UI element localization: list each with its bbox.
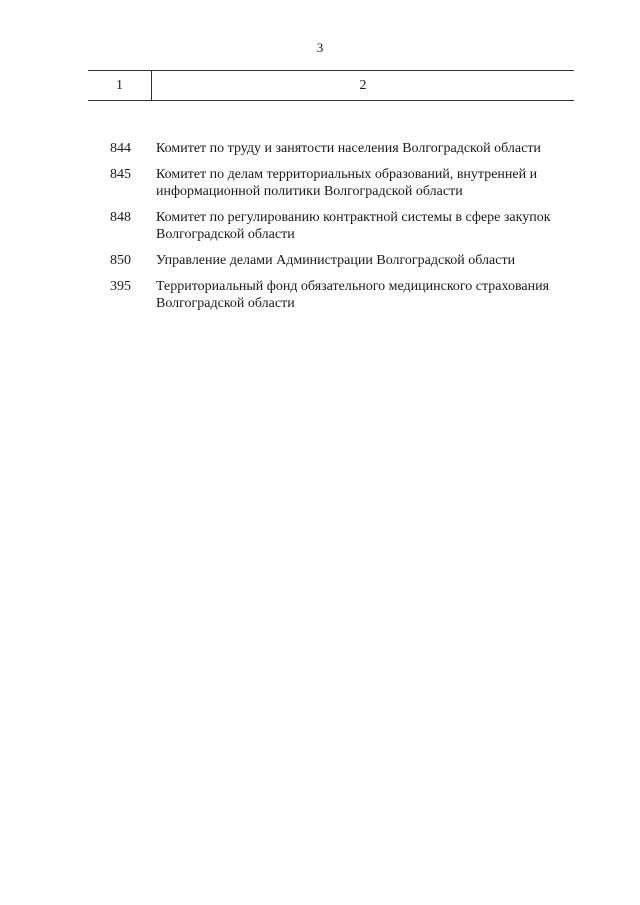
row-code: 844 — [110, 141, 131, 156]
row-code: 850 — [110, 253, 131, 268]
header-column-1: 1 — [88, 71, 152, 100]
row-code: 848 — [110, 210, 131, 225]
row-code: 845 — [110, 167, 131, 182]
table-row — [110, 252, 580, 269]
table-row — [110, 166, 580, 200]
row-code: 395 — [110, 279, 131, 294]
row-name: Комитет по труду и занятости населения Волгоградской области — [156, 141, 541, 156]
header-column-2: 2 — [359, 77, 367, 93]
table-row — [110, 278, 580, 312]
table-body — [110, 140, 580, 321]
table-row — [110, 209, 580, 243]
row-name: Территориальный фонд обязательного медицинского страхования Волгоградской области — [156, 279, 550, 311]
row-name: Комитет по делам территориальных образований, внутренней и информационной политики Волгоградской области — [156, 167, 538, 199]
row-name: Комитет по регулированию контрактной системы в сфере закупок Волгоградской области — [156, 210, 551, 242]
page-number: 3 — [316, 40, 324, 55]
table-row — [110, 140, 580, 157]
row-name: Управление делами Администрации Волгоградской области — [156, 253, 516, 268]
table-header — [88, 70, 574, 101]
